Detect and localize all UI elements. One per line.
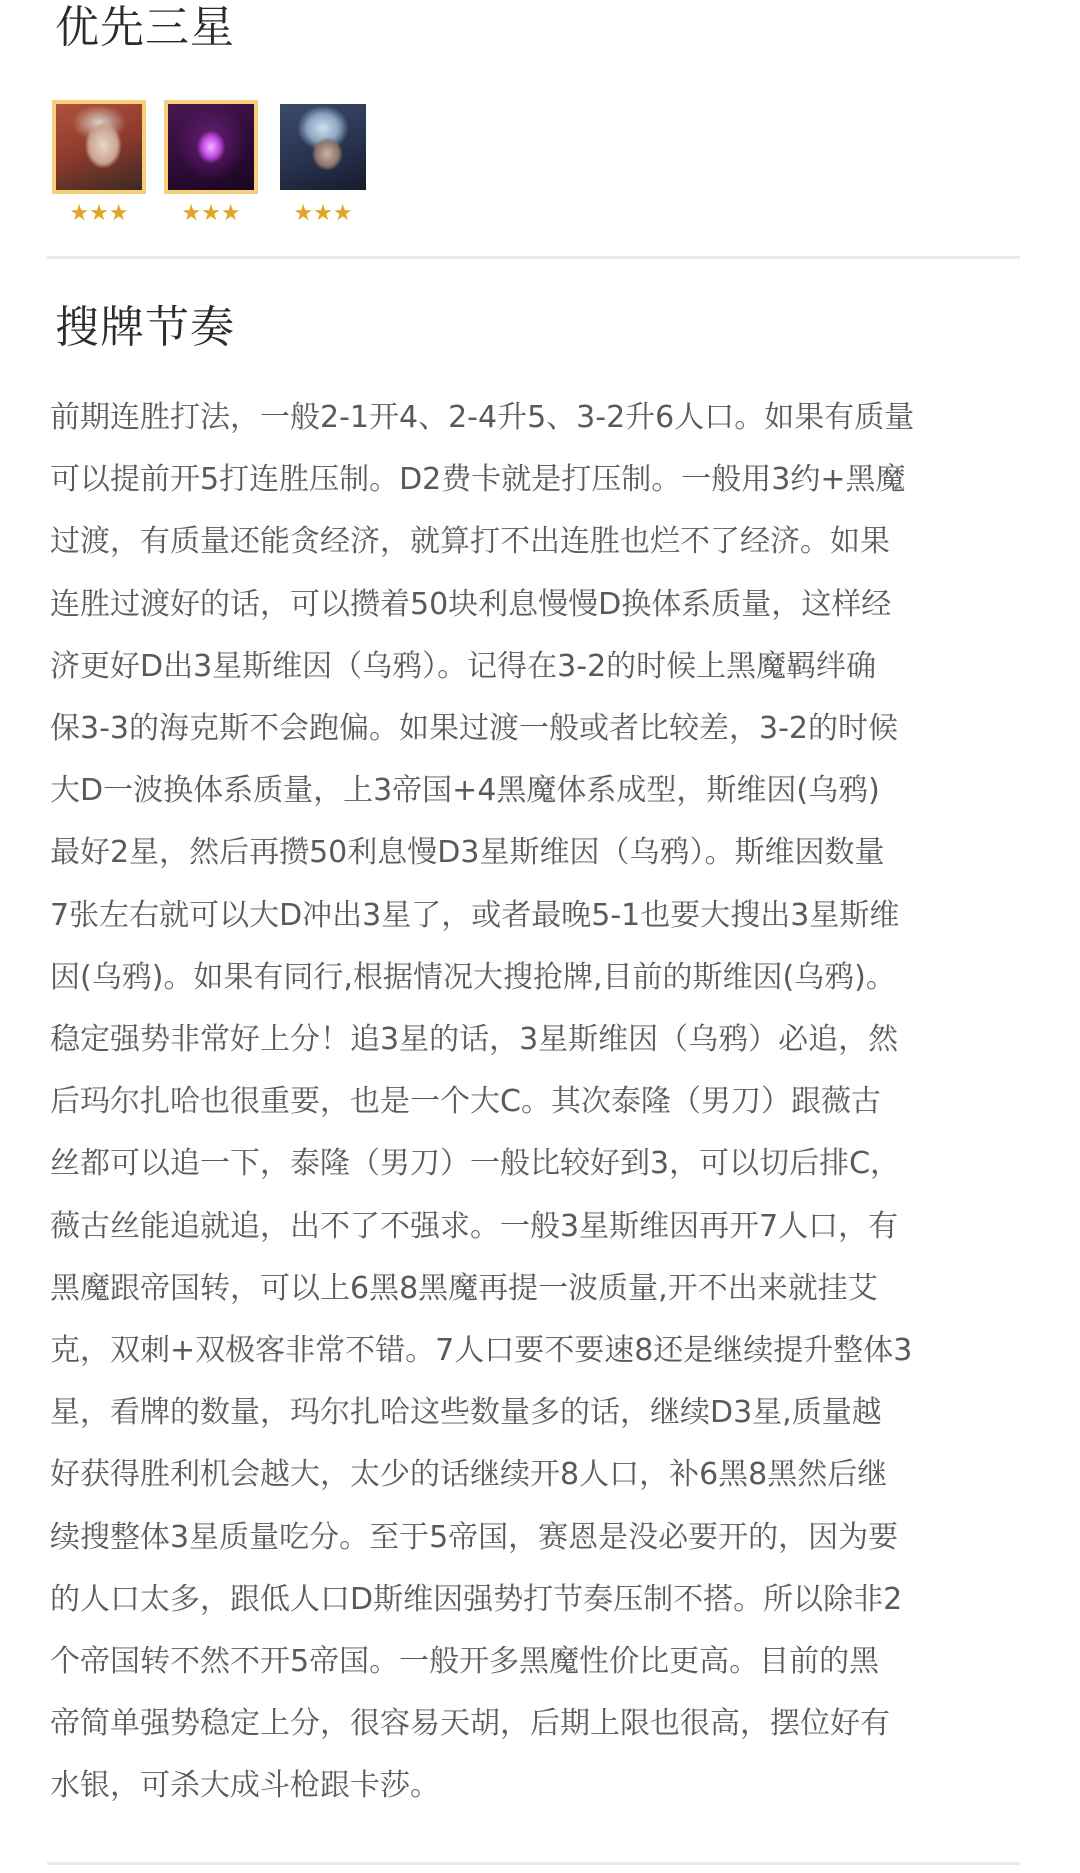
paragraph-line: 续搜整体3星质量吃分。至于5帝国，赛恩是没必要开的，因为要 [50, 1519, 899, 1555]
champion-card-swain[interactable] [52, 100, 146, 224]
paragraph-line: 可以提前开5打连胜压制。D2费卡就是打压制。一般用3约+黑魔 [50, 462, 906, 498]
section-divider [47, 256, 1020, 259]
star-icon: ★ [108, 201, 129, 226]
paragraph-line: 因(乌鸦)。如果有同行,根据情况大搜抢牌,目前的斯维因(乌鸦)。 [50, 959, 896, 995]
champion-portrait-malzahar[interactable] [164, 100, 258, 194]
star-icon: ★ [332, 201, 353, 226]
champion-list [52, 100, 370, 224]
paragraph-line: 保3-3的海克斯不会跑偏。如果过渡一般或者比较差，3-2的时候 [50, 711, 898, 747]
paragraph-line: 后玛尔扎哈也很重要，也是一个大C。其次泰隆（男刀）跟薇古 [50, 1084, 881, 1120]
talon-portrait-image [280, 104, 366, 190]
paragraph-line: 黑魔跟帝国转，可以上6黑8黑魔再提一波质量,开不出来就挂艾 [50, 1270, 878, 1306]
paragraph-line: 的人口太多，跟低人口D斯维因强势打节奏压制不搭。所以除非2 [50, 1581, 903, 1617]
champion-card-malzahar[interactable] [164, 100, 258, 224]
paragraph-line: 前期连胜打法，一般2-1开4、2-4升5、3-2升6人口。如果有质量 [50, 400, 915, 435]
star-icon: ★ [69, 201, 90, 226]
strategy-paragraph [50, 387, 1040, 1818]
star-rating [181, 201, 241, 226]
star-icon: ★ [313, 201, 333, 226]
champion-portrait-swain[interactable] [52, 100, 146, 194]
paragraph-line: 帝简单强势稳定上分，很容易天胡，后期上限也很高，摆位好有 [50, 1706, 890, 1742]
swain-portrait-image [56, 104, 142, 190]
paragraph-line: 连胜过渡好的话，可以攒着50块利息慢慢D换体系质量，这样经 [50, 586, 892, 622]
champion-portrait-talon[interactable] [276, 100, 370, 194]
paragraph-line: 最好2星，然后再攒50利息慢D3星斯维因（乌鸦）。斯维因数量 [50, 835, 885, 871]
section-title-rolling-tempo: 搜牌节奏 [55, 302, 235, 353]
paragraph-line: 济更好D出3星斯维因（乌鸦）。记得在3-2的时候上黑魔羁绊确 [50, 648, 877, 684]
star-icon: ★ [220, 201, 241, 226]
malzahar-portrait-image [168, 104, 254, 190]
paragraph-line: 稳定强势非常好上分！追3星的话，3星斯维因（乌鸦）必追，然 [50, 1022, 899, 1058]
paragraph-line: 丝都可以追一下，泰隆（男刀）一般比较好到3，可以切后排C， [50, 1146, 901, 1182]
paragraph-line: 好获得胜利机会越大，太少的话继续开8人口，补6黑8黑然后继 [50, 1457, 888, 1493]
paragraph-line: 薇古丝能追就追，出不了不强求。一般3星斯维因再开7人口，有 [50, 1208, 899, 1244]
star-icon: ★ [89, 201, 109, 226]
paragraph-line: 星，看牌的数量，玛尔扎哈这些数量多的话，继续D3星,质量越 [50, 1395, 882, 1431]
paragraph-line: 大D一波换体系质量，上3帝国+4黑魔体系成型，斯维因(乌鸦) [50, 773, 880, 809]
paragraph-line: 水银，可杀大成斗枪跟卡莎。 [50, 1768, 440, 1804]
star-rating [69, 201, 129, 226]
star-icon: ★ [293, 201, 314, 226]
paragraph-line: 7张左右就可以大D冲出3星了，或者最晚5-1也要大搜出3星斯维 [50, 897, 900, 933]
star-rating [293, 201, 353, 226]
paragraph-line: 个帝国转不然不开5帝国。一般开多黑魔性价比更高。目前的黑 [50, 1644, 880, 1680]
section-title-priority-three-star: 优先三星 [55, 2, 235, 53]
section-divider [47, 1862, 1020, 1865]
star-icon: ★ [201, 201, 221, 226]
paragraph-line: 克，双刺+双极客非常不错。7人口要不要速8还是继续提升整体3 [50, 1333, 913, 1369]
paragraph-line: 过渡，有质量还能贪经济，就算打不出连胜也烂不了经济。如果 [50, 524, 890, 560]
star-icon: ★ [181, 201, 202, 226]
champion-card-talon[interactable] [276, 100, 370, 224]
